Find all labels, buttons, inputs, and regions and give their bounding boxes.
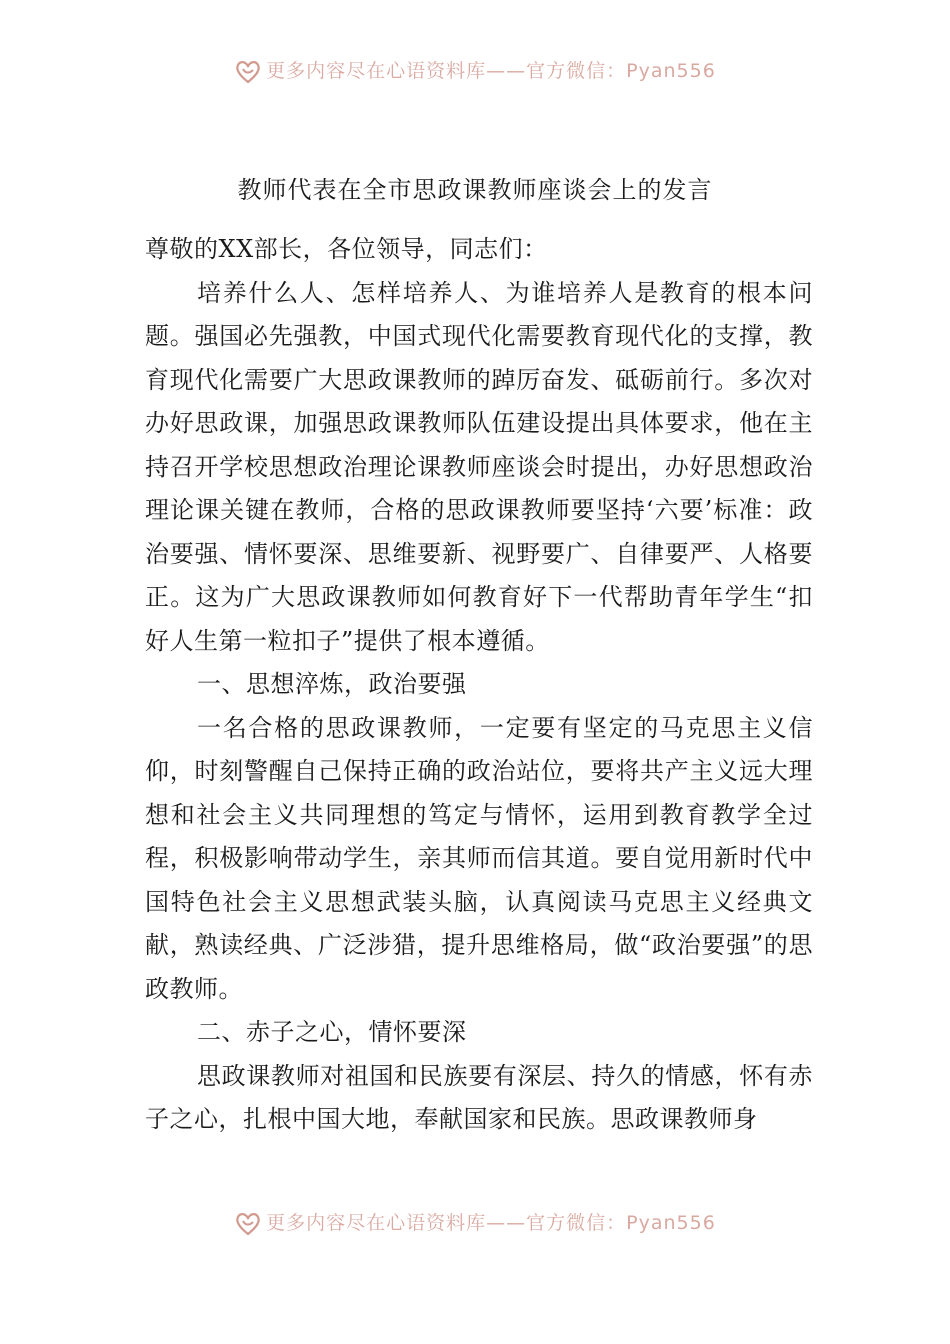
footer-watermark bbox=[0, 1206, 950, 1240]
paragraph: 培养什么人、怎样培养人、为谁培养人是教育的根本问题。强国必先强教，中国式现代化需要教育现代化的支撑，教育现代化需要广大思政课教师的踔厉奋发、砥砺前行。多次对办好思政课，加强思政课教师队伍建设提出具体要求，他在主持召开学校思想政治理论课教师座谈会时提出，办好思想政治理论课关键在教师，合格的思政课教师要坚持‘六要’标准：政治要强、情怀要深、思维要新、视野要广、自律要严、人格要正。这为广大思政课教师如何教育好下一代帮助青年学生“扣好人生第一粒扣子”提供了根本遵循。 bbox=[145, 278, 813, 655]
document-body bbox=[145, 228, 813, 1142]
heart-logo-icon bbox=[234, 1211, 262, 1237]
header-watermark bbox=[0, 54, 950, 88]
document-title: 教师代表在全市思政课教师座谈会上的发言 bbox=[237, 176, 713, 204]
salutation: 尊敬的XX部长，各位领导，同志们： bbox=[145, 235, 548, 263]
watermark-text: 更多内容尽在心语资料库——官方微信：Pyan556 bbox=[266, 60, 716, 82]
paragraph: 一名合格的思政课教师，一定要有坚定的马克思主义信仰，时刻警醒自己保持正确的政治站位，要将共产主义远大理想和社会主义共同理想的笃定与情怀，运用到教育教学全过程，积极影响带动学生，亲其师而信其道。要自觉用新时代中国特色社会主义思想武装头脑，认真阅读马克思主义经典文献，熟读经典、广泛涉猎，提升思维格局，做“政治要强”的思政教师。 bbox=[145, 713, 813, 1003]
heart-logo-icon bbox=[234, 59, 262, 85]
watermark-text: 更多内容尽在心语资料库——官方微信：Pyan556 bbox=[266, 1212, 716, 1234]
section-heading: 一、思想淬炼，政治要强 bbox=[197, 670, 467, 698]
section-heading: 二、赤子之心，情怀要深 bbox=[197, 1018, 467, 1046]
paragraph: 思政课教师对祖国和民族要有深层、持久的情感，怀有赤子之心，扎根中国大地，奉献国家和民族。思政课教师身 bbox=[145, 1061, 813, 1133]
